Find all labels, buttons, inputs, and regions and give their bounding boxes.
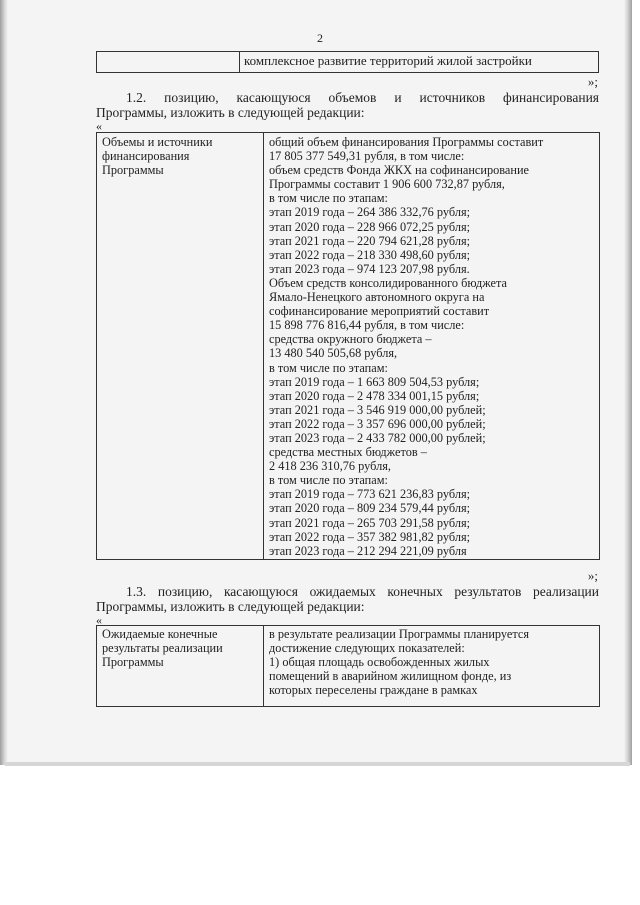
finance-line: этап 2019 года – 1 663 809 504,53 рубля; xyxy=(269,374,480,389)
top-table-left-cell xyxy=(97,52,240,73)
finance-line: в том числе по этапам: xyxy=(269,473,388,488)
finance-line: Объем средств консолидированного бюджета xyxy=(269,275,507,290)
opening-quote-2: « xyxy=(96,613,102,627)
finance-line: софинансирование мероприятий составит xyxy=(269,304,490,319)
finance-line: Программы составит 1 906 600 732,87 рубля, xyxy=(269,177,505,192)
top-table-right-cell: комплексное развитие территорий жилой застройки xyxy=(240,52,599,73)
scan-bottom-edge xyxy=(5,762,630,766)
finance-line: общий объем финансирования Программы составит xyxy=(269,135,544,149)
finance-line: средства местных бюджетов – xyxy=(269,445,427,460)
results-table xyxy=(96,625,600,707)
results-line: достижение следующих показателей: xyxy=(269,641,465,655)
results-line: помещений в аварийном жилищном фонде, из xyxy=(269,669,512,683)
results-label-line: результаты реализации xyxy=(102,641,223,655)
results-line: 1) общая площадь освобожденных жилых xyxy=(269,655,490,669)
finance-label-line: Программы xyxy=(102,163,164,178)
results-line: в результате реализации Программы планируется xyxy=(269,627,529,641)
results-label-line: Программы xyxy=(102,655,164,669)
finance-line: этап 2023 года – 212 294 221,09 рубля xyxy=(269,543,467,558)
finance-line: этап 2019 года – 773 621 236,83 рубля; xyxy=(269,487,471,502)
finance-line: 13 480 540 505,68 рубля, xyxy=(269,346,398,361)
finance-line: в том числе по этапам: xyxy=(269,191,388,206)
results-line: которых переселены граждане в рамках xyxy=(269,683,478,697)
finance-line: этап 2023 года – 2 433 782 000,00 рублей; xyxy=(269,430,486,445)
finance-table xyxy=(96,132,600,560)
item-1-2-line1: 1.2. позицию, касающуюся объемов и источников финансирования xyxy=(126,90,599,105)
results-label-line: Ожидаемые конечные xyxy=(102,627,218,641)
table-row xyxy=(97,52,599,73)
finance-label-cell xyxy=(97,133,264,560)
scan-right-edge xyxy=(624,0,632,765)
scan-left-edge xyxy=(0,0,8,765)
finance-line: этап 2022 года – 357 382 981,82 рубля; xyxy=(269,529,471,544)
finance-line: этап 2022 года – 3 357 696 000,00 рублей; xyxy=(269,416,486,431)
finance-line: Ямало-Ненецкого автономного округа на xyxy=(269,290,485,305)
results-label-cell xyxy=(97,626,264,707)
finance-line: 2 418 236 310,76 рубля, xyxy=(269,459,391,474)
finance-label-line: Объемы и источники xyxy=(102,135,213,149)
table-row xyxy=(97,133,600,560)
item-1-3-line1: 1.3. позицию, касающуюся ожидаемых конечных результатов реализации xyxy=(126,584,599,599)
results-content-cell xyxy=(264,626,600,707)
finance-line: этап 2019 года – 264 386 332,76 рубля; xyxy=(269,205,471,220)
opening-quote-1: « xyxy=(96,119,102,133)
finance-line: этап 2021 года – 3 546 919 000,00 рублей; xyxy=(269,402,486,417)
finance-line: средства окружного бюджета – xyxy=(269,332,432,347)
finance-line: 17 805 377 549,31 рубля, в том числе: xyxy=(269,149,465,164)
finance-content-cell xyxy=(264,133,600,560)
finance-line: этап 2021 года – 220 794 621,28 рубля; xyxy=(269,233,471,248)
finance-label-line: финансирования xyxy=(102,149,190,164)
finance-line: этап 2023 года – 974 123 207,98 рубля. xyxy=(269,261,470,276)
finance-line: этап 2020 года – 2 478 334 001,15 рубля; xyxy=(269,388,480,403)
finance-line: объем средств Фонда ЖКХ на софинансирование xyxy=(269,163,529,178)
closing-quote-1: »; xyxy=(587,74,598,89)
finance-line: 15 898 776 816,44 рубля, в том числе: xyxy=(269,318,465,333)
finance-line: этап 2020 года – 809 234 579,44 рубля; xyxy=(269,501,471,516)
item-1-3-line2: Программы, изложить в следующей редакции: xyxy=(96,599,365,614)
finance-line: в том числе по этапам: xyxy=(269,360,388,375)
finance-line: этап 2021 года – 265 703 291,58 рубля; xyxy=(269,515,471,530)
finance-line: этап 2020 года – 228 966 072,25 рубля; xyxy=(269,219,471,234)
finance-line: этап 2022 года – 218 330 498,60 рубля; xyxy=(269,247,471,262)
item-1-2-line2: Программы, изложить в следующей редакции: xyxy=(96,105,365,120)
closing-quote-2: »; xyxy=(587,568,598,583)
table-row xyxy=(97,626,600,707)
top-table-fragment xyxy=(96,51,599,73)
page-number: 2 xyxy=(317,31,323,45)
